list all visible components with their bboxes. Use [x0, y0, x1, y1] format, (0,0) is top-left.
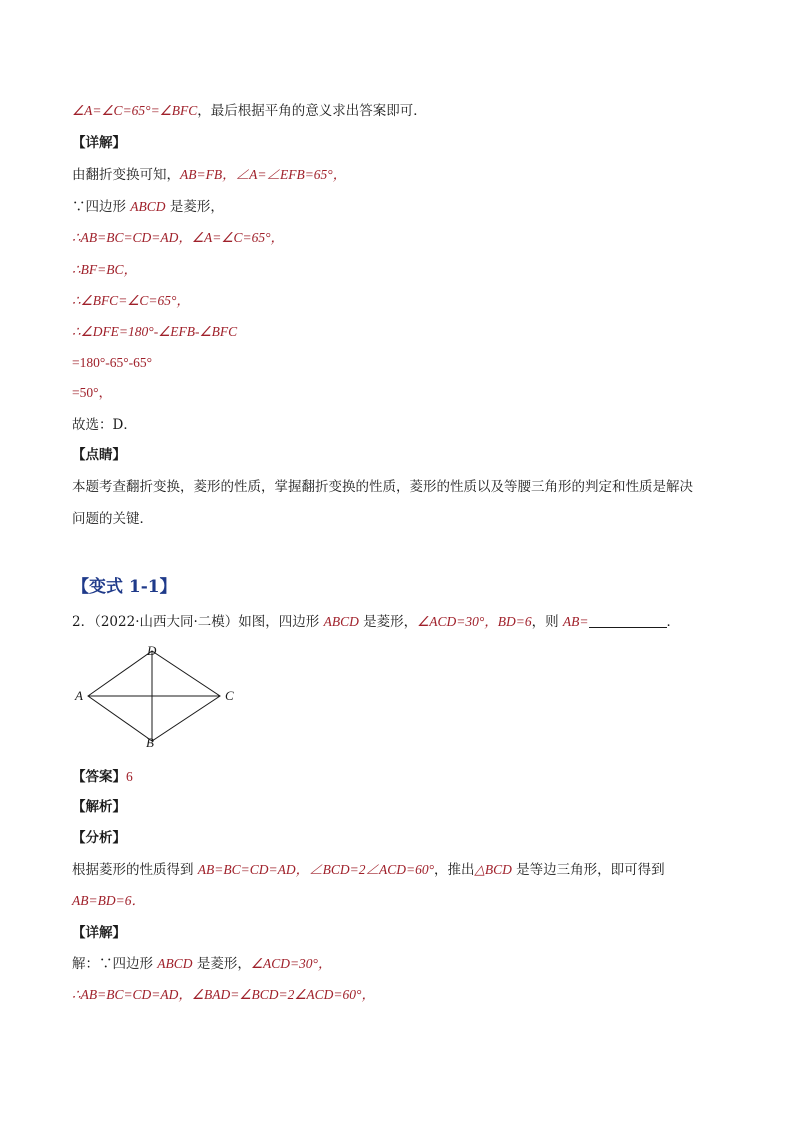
rhombus-figure	[70, 640, 250, 755]
text-fragment: ，最后根据平角的意义求出答案即可．	[197, 103, 427, 119]
text-fragment: 解：∵四边形	[72, 956, 158, 972]
text-fragment: ，推出	[434, 862, 475, 878]
answer-line	[72, 768, 133, 786]
text-fragment: 是等边三角形，即可得到	[511, 862, 665, 878]
math-expression: AB=FB，∠A=∠EFB=65°，	[180, 167, 347, 182]
text-fragment: 根据菱形的性质得到	[72, 862, 198, 878]
text-fragment: 由翻折变换可知，	[72, 167, 180, 183]
paragraph-line: 问题的关键．	[72, 511, 153, 527]
question-line	[72, 613, 680, 631]
math-expression: ∠A=∠C=65°=∠BFC	[72, 103, 198, 118]
question-text: 是菱形，	[358, 614, 418, 630]
math-expression: ABCD	[157, 956, 193, 971]
math-line: ∴∠BFC=∠C=65°，	[72, 293, 190, 308]
vertex-label-b: B	[146, 735, 154, 750]
section-tag-comment: 【点睛】	[72, 447, 126, 463]
question-text: ．	[666, 614, 680, 630]
section-tag-analysis: 【解析】	[72, 799, 126, 815]
math-expression: ABCD	[130, 199, 166, 214]
text-line	[72, 102, 427, 120]
vertex-label-c: C	[225, 688, 234, 703]
text-line	[72, 198, 224, 216]
math-line: ∴AB=BC=CD=AD，∠BAD=∠BCD=2∠ACD=60°，	[72, 987, 375, 1002]
text-line	[72, 955, 331, 973]
math-line: ∴BF=BC，	[72, 262, 137, 277]
answer-value: 6	[126, 769, 133, 784]
section-tag-detail: 【详解】	[72, 925, 126, 941]
math-line: ∴∠DFE=180°-∠EFB-∠BFC	[72, 324, 238, 339]
math-line: ∴AB=BC=CD=AD，∠A=∠C=65°，	[72, 230, 284, 245]
math-line: =180°-65°-65°	[72, 355, 153, 370]
math-expression: ∠ACD=30°，BD=6	[417, 614, 532, 629]
vertex-label-d: D	[147, 643, 157, 658]
answer-blank	[589, 613, 667, 628]
math-expression: △BCD	[474, 862, 512, 877]
text-fragment: 是菱形，	[165, 199, 224, 215]
math-expression: AB=BC=CD=AD，∠BCD=2∠ACD=60°	[197, 862, 434, 877]
section-tag-fenxi: 【分析】	[72, 830, 126, 846]
text-line	[72, 166, 346, 184]
variant-heading: 【变式 1-1】	[72, 577, 177, 597]
text-line: 故选：D．	[72, 417, 137, 433]
section-tag-detail: 【详解】	[72, 135, 126, 151]
vertex-label-a: A	[75, 688, 83, 703]
text-fragment: ∵四边形	[72, 199, 131, 215]
paragraph-line: 本题考查翻折变换，菱形的性质，掌握翻折变换的性质，菱形的性质以及等腰三角形的判定和性质是解决	[72, 479, 693, 495]
question-text: 2．（2022·山西大同·二模）如图，四边形	[72, 614, 324, 630]
math-expression: ∠ACD=30°，	[250, 956, 332, 971]
section-tag-answer: 【答案】	[72, 769, 126, 785]
text-line	[72, 861, 665, 879]
text-fragment: 是菱形，	[192, 956, 251, 972]
math-line: =50°，	[72, 385, 113, 400]
math-expression: AB=	[562, 614, 589, 629]
math-expression: ABCD	[323, 614, 359, 629]
math-line: AB=BD=6．	[72, 893, 145, 908]
question-text: ，则	[531, 614, 563, 630]
